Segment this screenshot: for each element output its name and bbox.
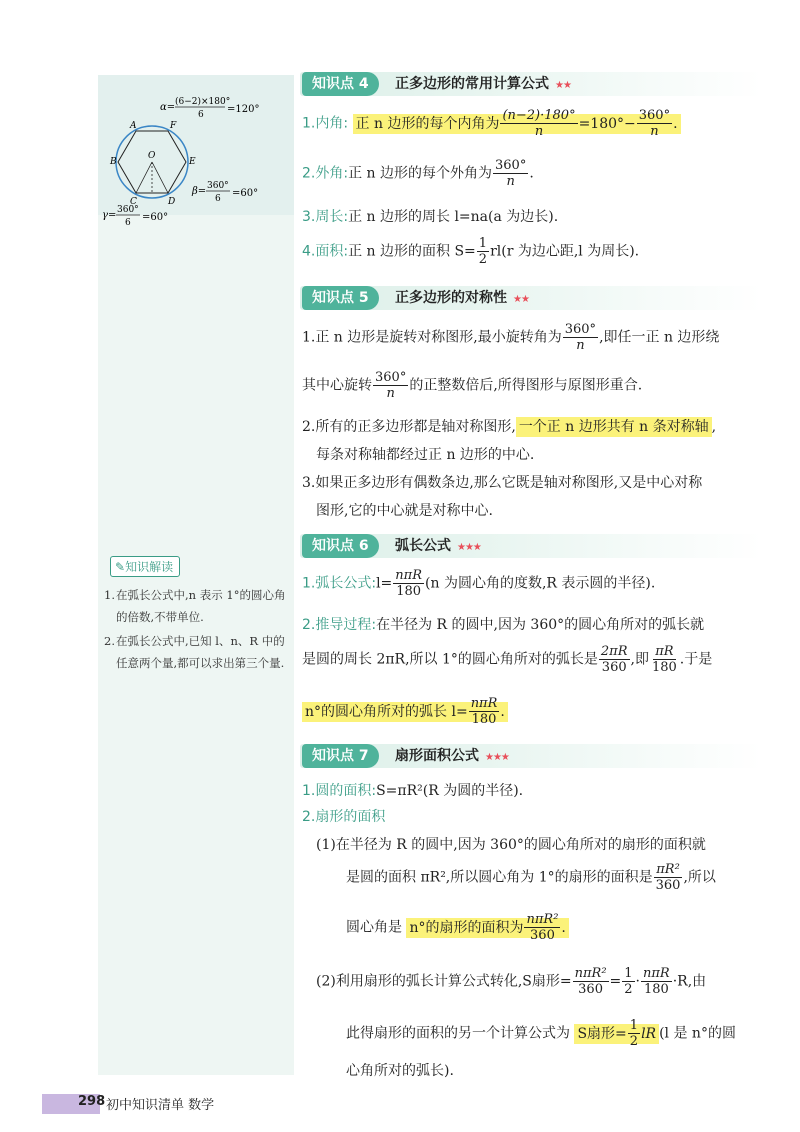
section-header-5 xyxy=(300,286,762,310)
section-title: 正多边形的对称性 ★★ xyxy=(395,290,529,306)
vertex-b: B xyxy=(110,157,117,167)
k7-line-1: 1.圆的面积:S=πR²(R 为圆的半径). xyxy=(302,783,524,799)
k5-line-3: 2.所有的正多边形都是轴对称图形, 一个正 n 边形共有 n 条对称轴 , xyxy=(302,419,717,435)
k7-line-6: (2)利用扇形的弧长计算公式转化,S扇形= $\frac{\text{nπR²}}{360}$ = $\frac{1}{2}$ · $\frac{\text{nπR}}{180}$ ·R,由 xyxy=(316,966,707,997)
beta-num: 360° xyxy=(207,181,229,191)
k7-line-2: 2.扇形的面积 xyxy=(302,809,386,825)
k7-line-8: 心角所对的弧长). xyxy=(346,1063,454,1079)
alpha-den: 6 xyxy=(198,110,204,120)
k7-line-4: 是圆的面积 πR²,所以圆心角为 1°的扇形的面积是 $\frac{\text{πR²}}{360}$ ,所以 xyxy=(346,862,716,893)
section-header-7 xyxy=(300,744,762,768)
alpha-formula-label: α= xyxy=(160,102,176,113)
tips-list xyxy=(104,584,288,676)
k6-line-4: n°的圆心角所对的弧长 l= $\frac{\text{nπR}}{180}$ . xyxy=(302,696,508,727)
beta-result: =60° xyxy=(232,188,259,199)
k4-line-2: 2.外角:正 n 边形的每个外角为 $\frac{360^\circ}{n}$ . xyxy=(302,158,534,189)
beta-den: 6 xyxy=(215,194,221,204)
k6-line-1: 1.弧长公式:l= $\frac{\text{nπR}}{180}$ (n 为圆心角的度数,R 表示圆的半径). xyxy=(302,568,656,599)
tip-item: 1. 在弧长公式中,n 表示 1°的圆心角的倍数,不带单位. xyxy=(104,588,286,624)
gamma-den: 6 xyxy=(125,218,131,228)
k4-line-4: 4.面积:正 n 边形的面积 S= $\frac{1}{2}$ rl(r 为边心距,l 为周长). xyxy=(302,236,640,267)
book-title: 初中知识清单 数学 xyxy=(106,1098,215,1113)
k4-line-1: 1.内角: 正 n 边形的每个内角为 $\frac{(n-2)\cdot 180^\circ}{n}$ =180°− $\frac{360^\circ}{n}$ . xyxy=(302,108,681,139)
vertex-e: E xyxy=(189,157,196,167)
vertex-a: A xyxy=(130,121,137,131)
k5-line-2: 其中心旋转 $\frac{360^\circ}{n}$ 的正整数倍后,所得图形与原图形重合. xyxy=(302,370,643,401)
k7-line-3: (1)在半径为 R 的圆中,因为 360°的圆心角所对的扇形的面积就 xyxy=(316,837,706,853)
section-tag: 知识点 7 xyxy=(302,744,379,768)
k5-line-6: 图形,它的中心就是对称中心. xyxy=(316,503,493,519)
star-icon: ★★★ xyxy=(485,752,509,763)
tip-item: 2. 在弧长公式中,已知 l、n、R 中的任意两个量,都可以求出第三个量. xyxy=(104,634,285,670)
star-icon: ★★ xyxy=(555,80,571,91)
k6-line-2: 2.推导过程:在半径为 R 的圆中,因为 360°的圆心角所对的弧长就 xyxy=(302,617,705,633)
gamma-result: =60° xyxy=(142,212,169,223)
center-o: O xyxy=(148,151,156,161)
gamma-num: 360° xyxy=(117,205,139,215)
tips-icon: ✎ xyxy=(115,560,126,574)
k5-line-4: 每条对称轴都经过正 n 边形的中心. xyxy=(316,447,535,463)
section-title: 弧长公式 ★★★ xyxy=(395,538,481,554)
star-icon: ★★★ xyxy=(457,542,481,553)
section-title: 扇形面积公式 ★★★ xyxy=(395,748,509,764)
tips-title: 知识解读 xyxy=(125,560,174,574)
k6-line-3: 是圆的周长 2πR,所以 1°的圆心角所对的弧长是 $\frac{2\pi R}{360}$ ,即 $\frac{\pi R}{180}$ .于是 xyxy=(302,644,713,675)
alpha-result: =120° xyxy=(227,104,260,115)
k7-line-7: 此得扇形的面积的另一个计算公式为 S扇形= $\frac{1}{2}$ lR (l 是 n°的圆 xyxy=(346,1018,736,1049)
k4-line-3: 3.周长:正 n 边形的周长 l=na(a 为边长). xyxy=(302,209,559,225)
k5-line-5: 3.如果正多边形有偶数条边,那么它既是轴对称图形,又是中心对称 xyxy=(302,475,703,491)
vertex-f: F xyxy=(170,121,177,131)
vertex-d: D xyxy=(168,197,176,207)
gamma-label: γ= xyxy=(102,210,117,221)
vertex-c: C xyxy=(130,197,137,207)
section-tag: 知识点 6 xyxy=(302,534,379,558)
beta-label: β= xyxy=(192,186,207,197)
section-header-6 xyxy=(300,534,762,558)
hexagon-diagram xyxy=(100,90,300,230)
k7-line-5: 圆心角是 n°的扇形的面积为 $\frac{\text{nπR²}}{360}$ . xyxy=(346,912,569,943)
section-title: 正多边形的常用计算公式 ★★ xyxy=(395,76,571,92)
tips-heading xyxy=(110,556,180,577)
star-icon: ★★ xyxy=(513,294,529,305)
alpha-num: (6−2)×180° xyxy=(175,97,231,107)
section-tag: 知识点 4 xyxy=(302,72,379,96)
section-header-4 xyxy=(300,72,762,96)
section-tag: 知识点 5 xyxy=(302,286,379,310)
page-number: 298 xyxy=(78,1094,106,1109)
k5-line-1: 1.正 n 边形是旋转对称图形,最小旋转角为 $\frac{360^\circ}{n}$ ,即任一正 n 边形绕 xyxy=(302,322,720,353)
